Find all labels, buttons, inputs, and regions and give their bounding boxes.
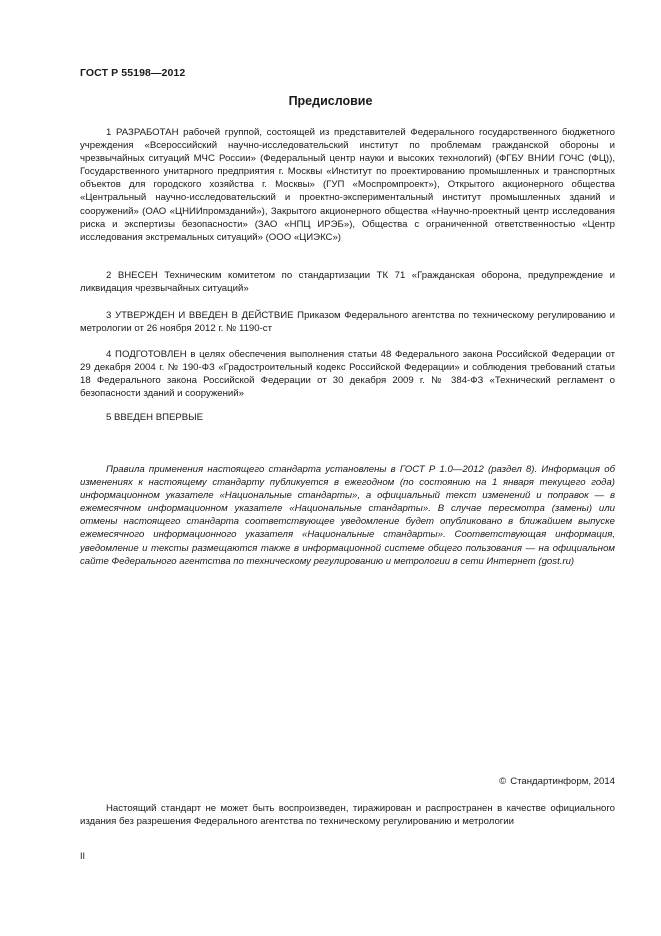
page-number: II (80, 851, 86, 861)
copyright-line (499, 776, 615, 787)
paragraph-developed-by: 1 РАЗРАБОТАН рабочей группой, состоящей из представителей Федерального государственного бюджетного учреждения «Всероссийский научно-исследовательский институт по проблемам гражданской обороны и чрезвычайных ситуаций МЧС России» (Федеральный центр науки и высоких технологий) (ФГБУ ВНИИ ГОЧС (ФЦ)), Государственного унитарного предприятия г. Москвы «Институт по проектированию промышленных и транспортных объектов для городского хозяйства г. Москвы» (ГУП «Моспромпроект»), Открытого акционерного общества «Центральный научно-исследовательский и проектно-экспериментальный институт промышленных зданий и сооружений» (ОАО «ЦНИИпромзданий»), Закрытого акционерного общества «Научно-проектный центр исследования риска и экспертизы безопасности» (ЗАО «НПЦ ИРЭБ»), Общества с ограниченной ответственностью «Центр исследования экстремальных ситуаций» (ООО «ЦИЭКС») (80, 127, 615, 243)
paragraph-introduced-by: 2 ВНЕСЕН Техническим комитетом по стандартизации ТК 71 «Гражданская оборона, предупреждение и ликвидация чрезвычайных ситуаций» (80, 270, 615, 295)
application-rules-note: Правила применения настоящего стандарта установлены в ГОСТ Р 1.0—2012 (раздел 8). Информация об изменениях к настоящему стандарту публикуется в ежегодном (по состоянию на 1 января текущего года) информационном указателе «Национальные стандарты», а официальный текст изменений и поправок — в ежемесячном информационном указателе «Национальные стандарты». В случае пересмотра (замены) или отмены настоящего стандарта соответствующее уведомление будет опубликовано в ближайшем выпуске ежемесячного информационного указателя «Национальные стандарты». Соответствующая информация, уведомление и тексты размещаются также в информационной системе общего пользования — на официальном сайте Федерального агентства по техническому регулированию и метрологии в сети Интернет (gost.ru) (80, 464, 615, 567)
reprint-notice: Настоящий стандарт не может быть воспроизведен, тиражирован и распространен в качестве официального издания без разрешения Федерального агентства по техническому регулированию и метрологии (80, 803, 615, 828)
copyright-text: Стандартинформ, 2014 (510, 776, 615, 787)
copyright-icon: © (499, 776, 507, 787)
document-code: ГОСТ Р 55198—2012 (80, 67, 186, 79)
page-title: Предисловие (288, 94, 373, 108)
paragraph-prepared: 4 ПОДГОТОВЛЕН в целях обеспечения выполнения статьи 48 Федерального закона Российской Федерации от 29 декабря 2004 г. № 190-ФЗ «Градостроительный кодекс Российской Федерации» и соблюдения требований статьи 18 Федерального закона Российской Федерации от 30 декабря 2009 г. № 384-ФЗ «Технический регламент о безопасности зданий и сооружений» (80, 349, 615, 400)
paragraph-first-introduced: 5 ВВЕДЕН ВПЕРВЫЕ (106, 412, 204, 423)
paragraph-approved: 3 УТВЕРЖДЕН И ВВЕДЕН В ДЕЙСТВИЕ Приказом Федерального агентства по техническому регулированию и метрологии от 26 ноября 2012 г. № 1190-ст (80, 310, 615, 335)
